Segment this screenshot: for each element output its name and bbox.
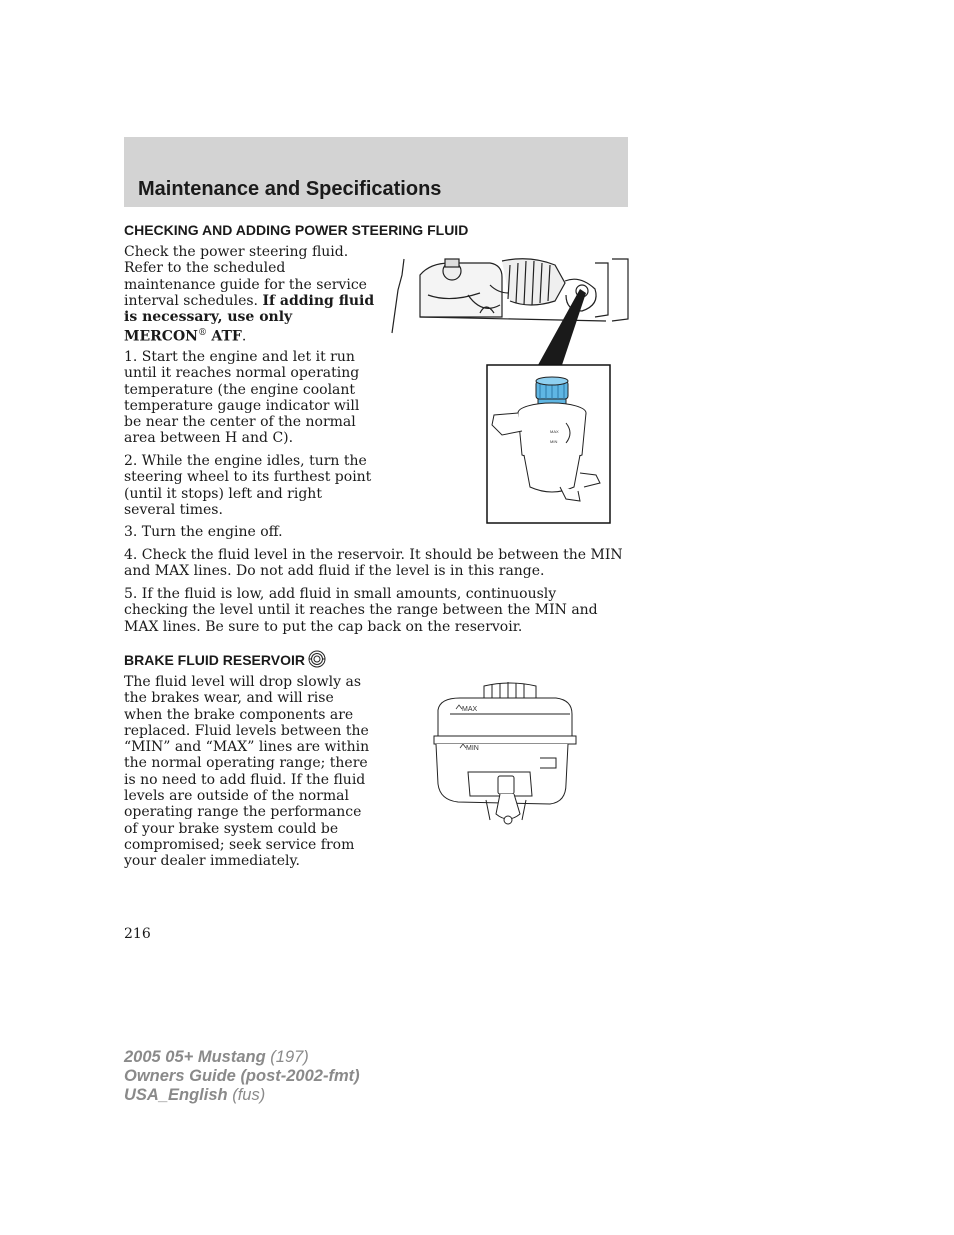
page-number: 216 <box>124 926 151 942</box>
intro-end: . <box>241 329 247 346</box>
step-3: 3. Turn the engine off. <box>124 524 283 540</box>
footer-guide: Owners Guide (post-2002-fmt) <box>124 1067 360 1085</box>
footer-line-1 <box>124 1048 360 1067</box>
brake-fluid-heading <box>124 650 326 668</box>
step-5: 5. If the fluid is low, add fluid in small amounts, continuously checking the level until it reaches the range between the MIN and MAX lines. Be sure to put the cap back on the reservoir. <box>124 586 598 635</box>
section-header-band <box>124 137 628 207</box>
power-steering-heading: CHECKING AND ADDING POWER STEERING FLUID <box>124 222 469 238</box>
step-2: 2. While the engine idles, turn the steering wheel to its furthest point (until it stops) left and right several times. <box>124 453 372 518</box>
reservoir-min-label: MIN <box>550 439 558 444</box>
footer-line-2 <box>124 1067 360 1086</box>
intro-warning: If adding fluid is necessary, use only MERCON <box>124 292 375 346</box>
intro-warning-end: ATF <box>211 329 242 346</box>
brake-min-label: MIN <box>466 745 479 752</box>
footer-model-code: (197) <box>265 1048 309 1066</box>
document-footer <box>124 1048 360 1105</box>
brake-max-label: MAX <box>462 706 478 713</box>
brake-fluid-reservoir-figure <box>430 680 578 838</box>
footer-language: USA_English <box>124 1086 228 1104</box>
section-title: Maintenance and Specifications <box>138 178 442 200</box>
brake-fluid-body: The fluid level will drop slowly as the brakes wear, and will rise when the brake components are replaced. Fluid levels between the “MIN” and “MAX” lines are within the normal operating range; there is no need to add fluid. If the fluid levels are outside of the normal operating range the performance of your brake system could be compromised; seek service from your dealer immediately. <box>124 674 370 870</box>
brake-fluid-heading-text: BRAKE FLUID RESERVOIR <box>124 652 305 668</box>
engine-bay-illustration <box>392 259 628 333</box>
reservoir-max-label: MAX <box>550 429 559 434</box>
registered-mark: ® <box>197 328 207 339</box>
footer-line-3 <box>124 1086 360 1105</box>
brake-fluid-ring-icon <box>308 650 326 668</box>
power-steering-intro <box>124 244 376 345</box>
footer-language-code: (fus) <box>227 1086 266 1104</box>
power-steering-reservoir-figure <box>390 255 630 527</box>
intro-text: Check the power steering fluid. Refer to the scheduled maintenance guide for the service interval schedules. <box>124 244 367 309</box>
step-1: 1. Start the engine and let it run until it reaches normal operating temperature (the engine coolant temperature gauge indicator will be near the center of the normal area between H and C). <box>124 349 360 447</box>
step-4: 4. Check the fluid level in the reservoir. It should be between the MIN and MAX lines. Do not add fluid if the level is in this range. <box>124 547 623 580</box>
footer-model: 2005 05+ Mustang <box>124 1048 266 1066</box>
